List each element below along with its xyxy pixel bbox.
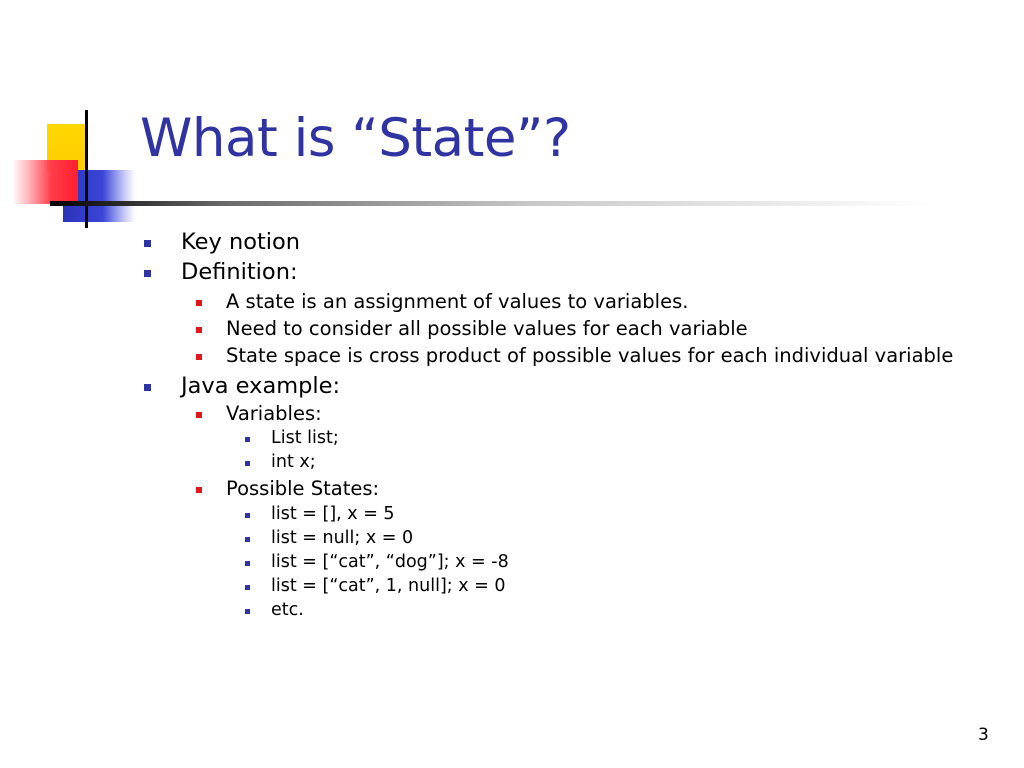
bullet-marker xyxy=(245,561,250,566)
bullet-text: Java example: xyxy=(181,373,341,399)
bullet-marker xyxy=(245,437,250,442)
bullet-marker xyxy=(144,270,151,277)
bullet-text: A state is an assignment of values to variables. xyxy=(226,290,689,313)
bullet-text: State space is cross product of possible values for each individual variable xyxy=(226,344,954,367)
bullet-text: int x; xyxy=(271,452,316,472)
bullet-marker xyxy=(196,354,202,360)
bullet-marker xyxy=(144,240,151,247)
bullet-text: list = [“cat”, 1, null]; x = 0 xyxy=(271,576,506,596)
page-number: 3 xyxy=(978,725,989,745)
bullet-marker xyxy=(245,609,250,614)
bullet-marker xyxy=(245,537,250,542)
bullet-text: Possible States: xyxy=(226,477,380,500)
bullet-text: list = null; x = 0 xyxy=(271,528,414,548)
bullet-text: Key notion xyxy=(181,229,301,255)
bullet-text: List list; xyxy=(271,428,339,448)
bullet-marker xyxy=(196,412,202,418)
bullet-marker xyxy=(196,327,202,333)
bullet-marker xyxy=(245,513,250,518)
bullet-text: list = [], x = 5 xyxy=(271,504,395,524)
bullet-text: Definition: xyxy=(181,259,298,285)
slide-title: What is “State”? xyxy=(140,108,571,169)
bullet-text: Need to consider all possible values for each variable xyxy=(226,317,748,340)
bullet-marker xyxy=(245,461,250,466)
bullet-marker xyxy=(144,384,151,391)
bullet-text: list = [“cat”, “dog”]; x = -8 xyxy=(271,552,509,572)
bullet-marker xyxy=(196,300,202,306)
bullet-marker xyxy=(196,487,202,493)
bullet-text: Variables: xyxy=(226,402,322,425)
bullet-marker xyxy=(245,585,250,590)
bullet-text: etc. xyxy=(271,600,304,620)
